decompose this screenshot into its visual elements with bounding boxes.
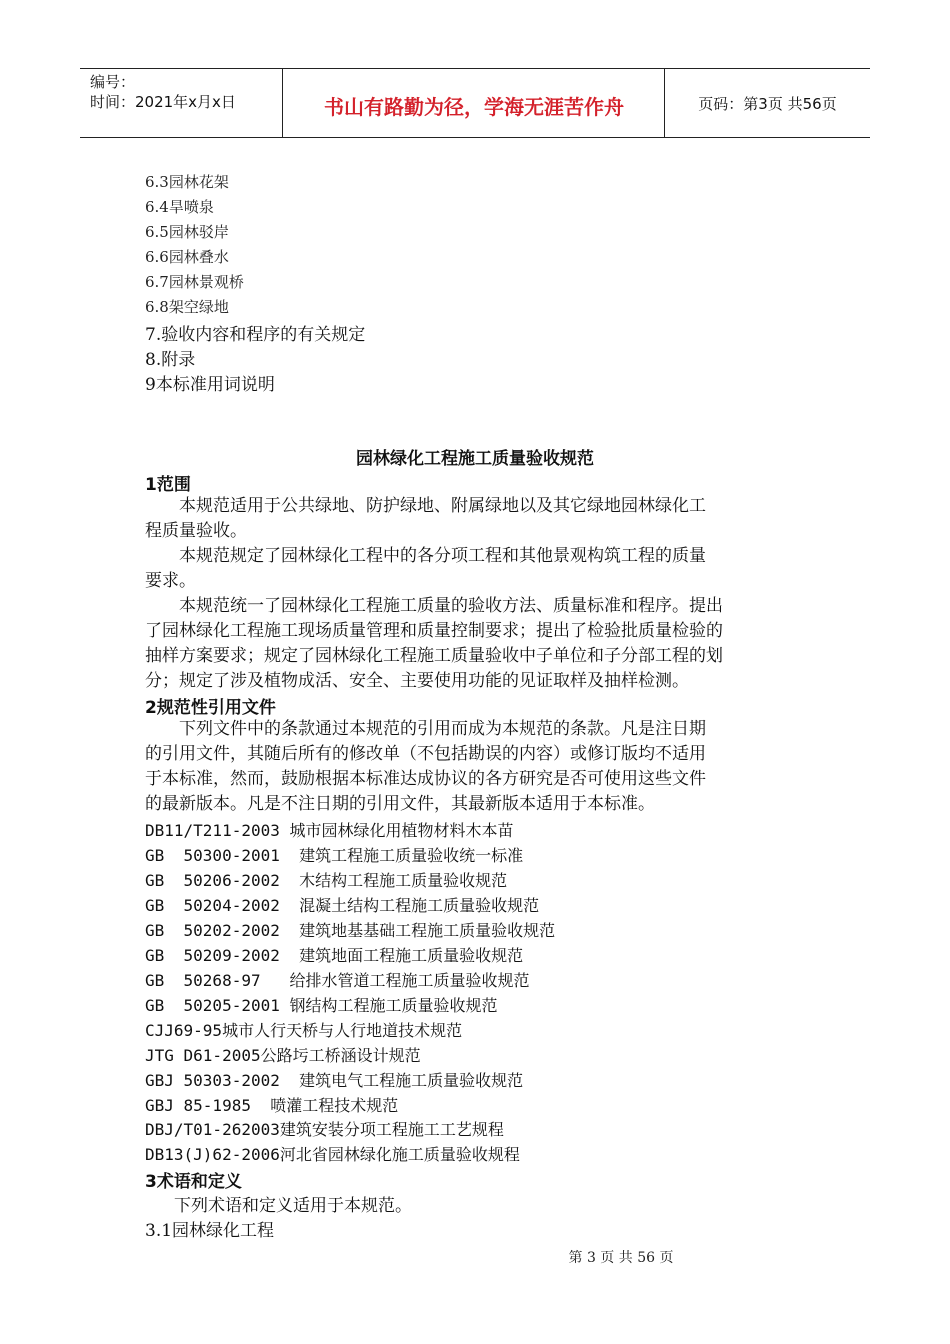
- header-page-info: 页码：第3页 共56页: [698, 95, 837, 113]
- reference-item: GB 50202-2002 建筑地基基础工程施工质量验收规范: [145, 921, 556, 940]
- paragraph-line: 抽样方案要求；规定了园林绿化工程施工质量验收中子单位和子分部工程的划: [145, 646, 723, 666]
- page-footer: 第 3 页 共 56 页: [568, 1250, 674, 1266]
- paragraph-line: 本规范统一了园林绿化工程施工质量的验收方法、质量标准和程序。提出: [179, 596, 723, 616]
- reference-item: GB 50209-2002 建筑地面工程施工质量验收规范: [145, 946, 524, 965]
- reference-item: GB 50300-2001 建筑工程施工质量验收统一标准: [145, 846, 524, 865]
- toc-item: 6.6园林叠水: [145, 248, 229, 266]
- toc-item: 7.验收内容和程序的有关规定: [145, 325, 366, 345]
- subsection-heading: 3.1园林绿化工程: [145, 1221, 275, 1241]
- paragraph-line: 程质量验收。: [145, 521, 247, 541]
- reference-item: GB 50204-2002 混凝土结构工程施工质量验收规范: [145, 896, 540, 915]
- toc-item: 6.7园林景观桥: [145, 273, 244, 291]
- reference-item: DB11/T211-2003 城市园林绿化用植物材料木本苗: [145, 821, 514, 840]
- reference-item: DBJ/T01-262003建筑安装分项工程施工工艺规程: [145, 1120, 504, 1139]
- paragraph-line: 下列文件中的条款通过本规范的引用而成为本规范的条款。凡是注日期: [179, 719, 706, 739]
- paragraph: [145, 717, 813, 817]
- paragraph: [145, 494, 813, 694]
- section-heading: 3术语和定义: [145, 1172, 242, 1192]
- section-heading: 1范围: [145, 475, 191, 495]
- reference-item: JTG D61-2005公路圬工桥涵设计规范: [145, 1046, 421, 1065]
- paragraph-line: 本规范规定了园林绿化工程中的各分项工程和其他景观构筑工程的质量: [179, 546, 706, 566]
- toc-item: 6.5园林驳岸: [145, 223, 229, 241]
- paragraph-line: 要求。: [145, 571, 196, 591]
- reference-item: CJJ69-95城市人行天桥与人行地道技术规范: [145, 1021, 463, 1040]
- doc-number-label: 编号：: [90, 73, 136, 91]
- reference-item: GB 50206-2002 木结构工程施工质量验收规范: [145, 871, 508, 890]
- section-heading: 2规范性引用文件: [145, 698, 276, 718]
- paragraph-line: 分；规定了涉及植物成活、安全、主要使用功能的见证取样及抽样检测。: [145, 671, 689, 691]
- paragraph-line: 了园林绿化工程施工现场质量管理和质量控制要求；提出了检验批质量检验的: [145, 621, 723, 641]
- reference-item: DB13(J)62-2006河北省园林绿化施工质量验收规程: [145, 1145, 520, 1164]
- header-meta: [90, 72, 236, 112]
- paragraph-line: 下列术语和定义适用于本规范。: [174, 1196, 412, 1216]
- reference-item: GB 50205-2001 钢结构工程施工质量验收规范: [145, 996, 498, 1015]
- paragraph-line: 于本标准，然而，鼓励根据本标准达成协议的各方研究是否可使用这些文件: [145, 769, 706, 789]
- header-motto: 书山有路勤为径，学海无涯苦作舟: [324, 95, 624, 119]
- page-header: [80, 68, 870, 138]
- toc-item: 6.3园林花架: [145, 173, 229, 191]
- toc-item: 8.附录: [145, 350, 196, 370]
- toc-item: 9本标准用词说明: [145, 375, 275, 395]
- paragraph-line: 的最新版本。凡是不注日期的引用文件，其最新版本适用于本标准。: [145, 794, 655, 814]
- toc-item: 6.8架空绿地: [145, 298, 229, 316]
- reference-item: GBJ 50303-2002 建筑电气工程施工质量验收规范: [145, 1071, 524, 1090]
- document-title: 园林绿化工程施工质量验收规范: [356, 449, 594, 469]
- doc-time-label: 时间：2021年x月x日: [90, 93, 236, 111]
- paragraph-line: 本规范适用于公共绿地、防护绿地、附属绿地以及其它绿地园林绿化工: [179, 496, 706, 516]
- toc-item: 6.4旱喷泉: [145, 198, 214, 216]
- reference-item: GBJ 85-1985 喷灌工程技术规范: [145, 1096, 399, 1115]
- reference-item: GB 50268-97 给排水管道工程施工质量验收规范: [145, 971, 530, 990]
- paragraph-line: 的引用文件，其随后所有的修改单（不包括勘误的内容）或修订版均不适用: [145, 744, 706, 764]
